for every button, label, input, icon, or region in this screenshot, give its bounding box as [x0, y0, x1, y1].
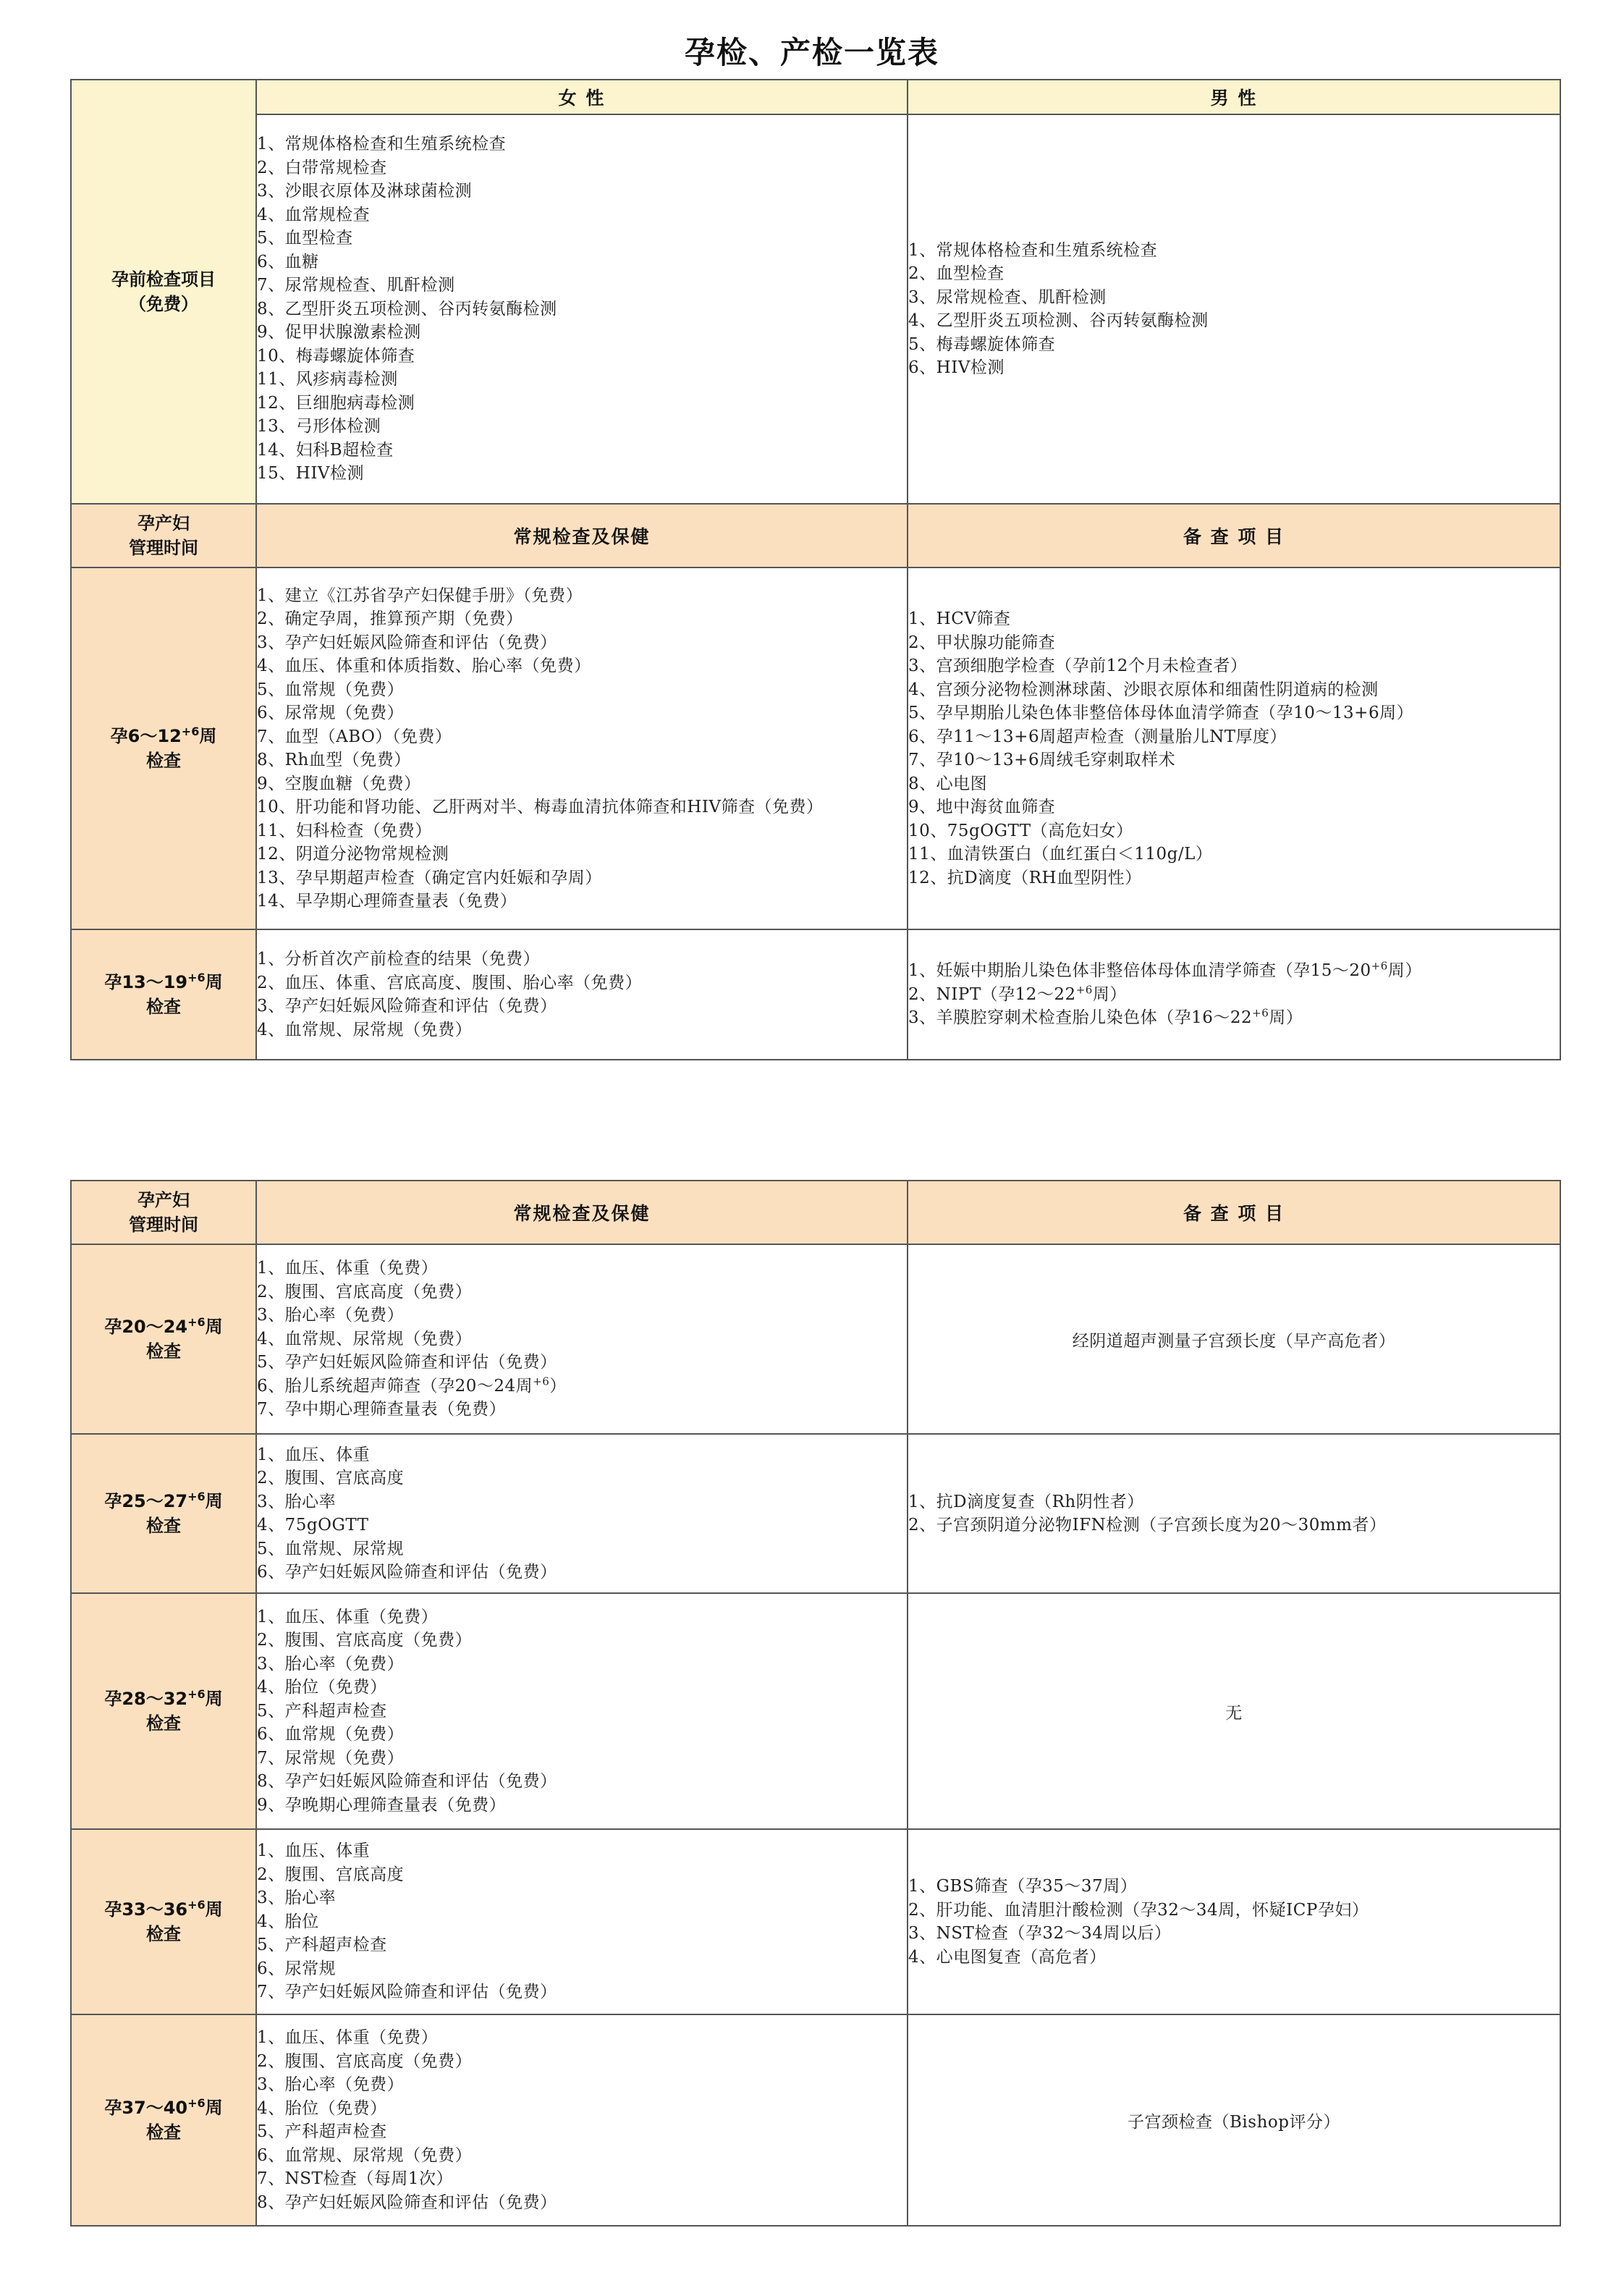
prenatal-row — [71, 114, 1560, 504]
list-item: 8、乙型肝炎五项检测、谷丙转氨酶检测 — [257, 299, 557, 318]
period-range: 孕28～32 — [104, 1689, 188, 1709]
list-item: 1、HCV筛查 — [908, 609, 1011, 628]
period-range: 孕20～24 — [104, 1317, 188, 1337]
list-item: 6、孕11～13+6周超声检查（测量胎儿NT厚度） — [908, 727, 1287, 746]
period-unit: 周 — [205, 2098, 223, 2118]
period-label-p4 — [71, 1434, 256, 1593]
list-item: 5、血型检查 — [257, 229, 353, 248]
list-item: 3、尿常规检查、肌酐检测 — [908, 287, 1107, 307]
time-header-line1: 孕产妇 — [138, 513, 190, 533]
period-row-p1 — [71, 567, 1560, 929]
list-item: 11、风疹病毒检测 — [257, 370, 398, 389]
list-item: 14、早孕期心理筛查量表（免费） — [257, 892, 517, 911]
item-sup: +6 — [1252, 1006, 1269, 1020]
list-item: 2、肝功能、血清胆汁酸检测（孕32～34周，怀疑ICP孕妇） — [908, 1900, 1369, 1920]
period-unit: 周 — [205, 1689, 223, 1709]
time-header-line1: 孕产妇 — [138, 1190, 190, 1210]
list-item: 1、血压、体重 — [257, 1841, 371, 1861]
period-range: 孕37～40 — [104, 2098, 188, 2118]
list-item: 7、血型（ABO）（免费） — [257, 727, 452, 746]
list-item: 4、75gOGTT — [257, 1516, 369, 1535]
routine-header: 常规检查及保健 — [256, 504, 908, 567]
period-label-p1 — [71, 567, 256, 929]
routine-header: 常规检查及保健 — [256, 1181, 908, 1244]
routine-cell-p5 — [256, 1593, 908, 1829]
list-item: 1、血压、体重 — [257, 1445, 371, 1464]
list-item: 5、产科超声检查 — [257, 1936, 387, 1955]
routine-cell-p4 — [256, 1434, 908, 1593]
item-tail: 周） — [1092, 984, 1127, 1004]
period-range: 孕25～27 — [104, 1491, 188, 1511]
list-item: 4、胎位（免费） — [257, 2098, 387, 2118]
period-unit: 周 — [205, 1317, 223, 1337]
period-check: 检查 — [146, 1341, 181, 1362]
list-item: 9、空腹血糖（免费） — [257, 774, 421, 793]
period-check: 检查 — [146, 2122, 181, 2143]
item-sup: +6 — [533, 1375, 550, 1388]
list-item: 3、胎心率（免费） — [257, 1306, 405, 1325]
period-sup: +6 — [187, 1490, 206, 1503]
period-sup: +6 — [187, 1315, 206, 1329]
optional-cell-p5: 无 — [908, 1593, 1560, 1829]
period-check: 检查 — [146, 751, 181, 771]
list-item: 1、血压、体重（免费） — [257, 2028, 439, 2047]
item-text: 2、NIPT（孕12～22 — [908, 984, 1076, 1004]
list-item: 2、腹围、宫底高度 — [257, 1469, 405, 1487]
list-item: 7、孕中期心理筛查量表（免费） — [257, 1400, 507, 1419]
time-header-line2: 管理时间 — [129, 1215, 198, 1235]
list-item: 1、常规体格检查和生殖系统检查 — [257, 135, 507, 154]
list-item: 5、产科超声检查 — [257, 2122, 387, 2141]
list-item: 10、肝功能和肾功能、乙肝两对半、梅毒血清抗体筛查和HIV筛查（免费） — [257, 798, 824, 816]
list-item: 8、Rh血型（免费） — [257, 751, 411, 769]
period-label-p3 — [71, 1244, 256, 1434]
item-text: 1、妊娠中期胎儿染色体非整倍体母体血清学筛查（孕15～20 — [908, 961, 1371, 981]
item-tail: 周） — [1269, 1008, 1303, 1028]
list-item: 2、血型检查 — [908, 264, 1005, 283]
list-item: 8、孕产妇妊娠风险筛查和评估（免费） — [257, 1772, 557, 1791]
period-sup: +6 — [187, 971, 206, 984]
list-item: 5、梅毒螺旋体筛查 — [908, 334, 1056, 354]
list-item: 4、乙型肝炎五项检测、谷丙转氨酶检测 — [908, 311, 1209, 330]
list-item: 1、常规体格检查和生殖系统检查 — [908, 240, 1158, 260]
list-item — [908, 959, 1560, 983]
period-unit: 周 — [205, 1491, 223, 1511]
period-unit: 周 — [199, 726, 217, 746]
period-sup: +6 — [187, 1898, 206, 1912]
list-item: 7、孕产妇妊娠风险筛查和评估（免费） — [257, 1983, 557, 2002]
prenatal-label: 孕前检查项目 — [111, 269, 216, 290]
list-item: 13、孕早期超声检查（确定宫内妊娠和孕周） — [257, 868, 602, 887]
routine-cell-p2 — [256, 929, 908, 1060]
optional-cell-p7: 子宫颈检查（Bishop评分） — [908, 2014, 1560, 2226]
optional-cell-p1 — [908, 567, 1560, 929]
item-tail: ） — [549, 1376, 567, 1396]
optional-cell-p6 — [908, 1829, 1560, 2014]
routine-cell-p6 — [256, 1829, 908, 2014]
time-header — [71, 1181, 256, 1244]
list-item: 15、HIV检测 — [257, 464, 365, 484]
list-item: 2、腹围、宫底高度 — [257, 1865, 405, 1884]
list-item: 2、确定孕周，推算预产期（免费） — [257, 609, 523, 628]
list-item: 5、血常规（免费） — [257, 680, 405, 699]
list-item: 6、血糖 — [257, 252, 319, 271]
list-item: 2、腹围、宫底高度（免费） — [257, 1282, 473, 1301]
list-item: 7、孕10～13+6周绒毛穿刺取样术 — [908, 751, 1176, 769]
period-sup: +6 — [187, 1687, 206, 1701]
list-item: 7、尿常规（免费） — [257, 1748, 405, 1768]
period-sup: +6 — [187, 2096, 206, 2110]
section-header-row — [71, 504, 1560, 567]
list-item: 1、血压、体重（免费） — [257, 1259, 439, 1278]
optional-cell-p2 — [908, 929, 1560, 1060]
list-item: 2、子宫颈阴道分泌物IFN检测（子宫颈长度为20～30mm者） — [908, 1516, 1387, 1535]
item-tail: 周） — [1387, 961, 1422, 981]
list-item: 10、75gOGTT（高危妇女） — [908, 821, 1133, 840]
list-item: 9、促甲状腺激素检测 — [257, 323, 421, 342]
list-item: 2、血压、体重、宫底高度、腹围、胎心率（免费） — [257, 973, 643, 992]
list-item: 4、血常规检查 — [257, 205, 371, 224]
list-item: 4、心电图复查（高危者） — [908, 1947, 1107, 1967]
list-item: 2、腹围、宫底高度（免费） — [257, 1631, 473, 1650]
list-item — [257, 1375, 907, 1398]
period-check: 检查 — [146, 1924, 181, 1944]
list-item: 13、弓形体检测 — [257, 417, 381, 436]
list-item: 5、血常规、尿常规 — [257, 1539, 405, 1558]
period-unit: 周 — [205, 1899, 223, 1920]
period-label-p7 — [71, 2014, 256, 2226]
period-label-p2 — [71, 929, 256, 1060]
period-unit: 周 — [205, 972, 223, 992]
male-items-cell — [908, 114, 1560, 504]
list-item: 1、血压、体重（免费） — [257, 1607, 439, 1626]
list-item — [908, 1006, 1560, 1030]
list-item: 12、阴道分泌物常规检测 — [257, 845, 449, 864]
item-sup: +6 — [1075, 983, 1093, 997]
list-item: 12、巨细胞病毒检测 — [257, 393, 415, 413]
list-item: 3、宫颈细胞学检查（孕前12个月未检查者） — [908, 657, 1248, 675]
list-item: 4、胎位（免费） — [257, 1678, 387, 1697]
list-item: 4、宫颈分泌物检测淋球菌、沙眼衣原体和细菌性阴道病的检测 — [908, 680, 1379, 699]
routine-cell-p3 — [256, 1244, 908, 1434]
period-range: 孕33～36 — [104, 1899, 188, 1920]
list-item: 4、血压、体重和体质指数、胎心率（免费） — [257, 657, 591, 675]
list-item: 3、胎心率（免费） — [257, 2075, 405, 2094]
optional-cell-p3: 经阴道超声测量子宫颈长度（早产高危者） — [908, 1244, 1560, 1434]
period-check: 检查 — [146, 1516, 181, 1536]
period-row-p4 — [71, 1434, 1560, 1593]
list-item: 3、胎心率（免费） — [257, 1654, 405, 1674]
list-item: 7、NST检查（每周1次） — [257, 2169, 453, 2188]
list-item: 3、胎心率 — [257, 1492, 337, 1511]
list-item: 11、血清铁蛋白（血红蛋白＜110g/L） — [908, 845, 1213, 864]
period-row-p2 — [71, 929, 1560, 1060]
list-item: 6、尿常规 — [257, 1959, 337, 1978]
period-row-p5 — [71, 1593, 1560, 1829]
prenatal-label-cell — [71, 80, 256, 504]
optional-cell-p4 — [908, 1434, 1560, 1593]
list-item: 5、产科超声检查 — [257, 1701, 387, 1721]
list-item: 3、孕产妇妊娠风险筛查和评估（免费） — [257, 997, 557, 1016]
list-item — [908, 983, 1560, 1007]
male-header: 男 性 — [908, 80, 1560, 114]
list-item: 3、沙眼衣原体及淋球菌检测 — [257, 182, 473, 201]
item-sup: +6 — [1371, 959, 1388, 973]
list-item: 3、胎心率 — [257, 1888, 337, 1908]
list-item: 8、心电图 — [908, 774, 988, 793]
time-header-line2: 管理时间 — [129, 538, 198, 558]
list-item: 6、血常规、尿常规（免费） — [257, 2145, 473, 2165]
period-sup: +6 — [181, 725, 200, 738]
period-row-p3 — [71, 1244, 1560, 1434]
exam-table-1 — [70, 79, 1561, 1060]
period-check: 检查 — [146, 1713, 181, 1734]
list-item: 6、孕产妇妊娠风险筛查和评估（免费） — [257, 1563, 557, 1582]
routine-cell-p1 — [256, 567, 908, 929]
list-item: 12、抗D滴度（RH血型阴性） — [908, 868, 1142, 887]
list-item: 3、NST检查（孕32～34周以后） — [908, 1924, 1172, 1943]
female-items-cell — [256, 114, 908, 504]
list-item: 3、孕产妇妊娠风险筛查和评估（免费） — [257, 633, 557, 652]
period-check: 检查 — [146, 997, 181, 1017]
exam-table-2 — [70, 1180, 1561, 2227]
list-item: 1、建立《江苏省孕产妇保健手册》（免费） — [257, 586, 583, 605]
list-item: 9、孕晚期心理筛查量表（免费） — [257, 1795, 507, 1815]
item-text: 3、羊膜腔穿刺术检查胎儿染色体（孕16～22 — [908, 1008, 1253, 1028]
optional-header: 备 查 项 目 — [908, 504, 1560, 567]
period-range: 孕6～12 — [110, 726, 182, 746]
list-item: 11、妇科检查（免费） — [257, 821, 432, 840]
list-item: 1、抗D滴度复查（Rh阴性者） — [908, 1492, 1144, 1511]
list-item: 7、尿常规检查、肌酐检测 — [257, 276, 455, 295]
list-item: 6、HIV检测 — [908, 358, 1005, 377]
list-item: 2、白带常规检查 — [257, 158, 387, 177]
list-item: 2、甲状腺功能筛查 — [908, 633, 1056, 652]
list-item: 10、梅毒螺旋体筛查 — [257, 346, 415, 366]
page-title: 孕检、产检一览表 — [684, 35, 939, 70]
list-item: 9、地中海贫血筛查 — [908, 798, 1056, 816]
period-row-p7 — [71, 2014, 1560, 2226]
female-header: 女 性 — [256, 80, 908, 114]
list-item: 5、孕早期胎儿染色体非整倍体母体血清学筛查（孕10～13+6周） — [908, 704, 1414, 722]
list-item: 14、妇科B超检查 — [257, 440, 394, 460]
list-item: 8、孕产妇妊娠风险筛查和评估（免费） — [257, 2192, 557, 2212]
list-item: 1、分析首次产前检查的结果（免费） — [257, 950, 541, 968]
list-item: 4、胎位 — [257, 1912, 319, 1931]
section-header-row-2 — [71, 1181, 1560, 1244]
routine-cell-p7 — [256, 2014, 908, 2226]
list-item: 6、尿常规（免费） — [257, 704, 405, 722]
list-item: 6、血常规（免费） — [257, 1725, 405, 1744]
list-item: 4、血常规、尿常规（免费） — [257, 1020, 473, 1039]
time-header — [71, 504, 256, 567]
optional-header: 备 查 项 目 — [908, 1181, 1560, 1244]
gender-header-row — [71, 80, 1560, 114]
list-item: 1、GBS筛查（孕35～37周） — [908, 1877, 1138, 1896]
period-label-p6 — [71, 1829, 256, 2014]
period-range: 孕13～19 — [104, 972, 188, 992]
period-row-p6 — [71, 1829, 1560, 2014]
list-item: 4、血常规、尿常规（免费） — [257, 1329, 473, 1349]
item-text: 6、胎儿系统超声筛查（孕20～24周 — [257, 1376, 533, 1396]
prenatal-label-free: （免费） — [129, 294, 198, 314]
list-item: 5、孕产妇妊娠风险筛查和评估（免费） — [257, 1353, 557, 1372]
period-label-p5 — [71, 1593, 256, 1829]
list-item: 2、腹围、宫底高度（免费） — [257, 2051, 473, 2071]
